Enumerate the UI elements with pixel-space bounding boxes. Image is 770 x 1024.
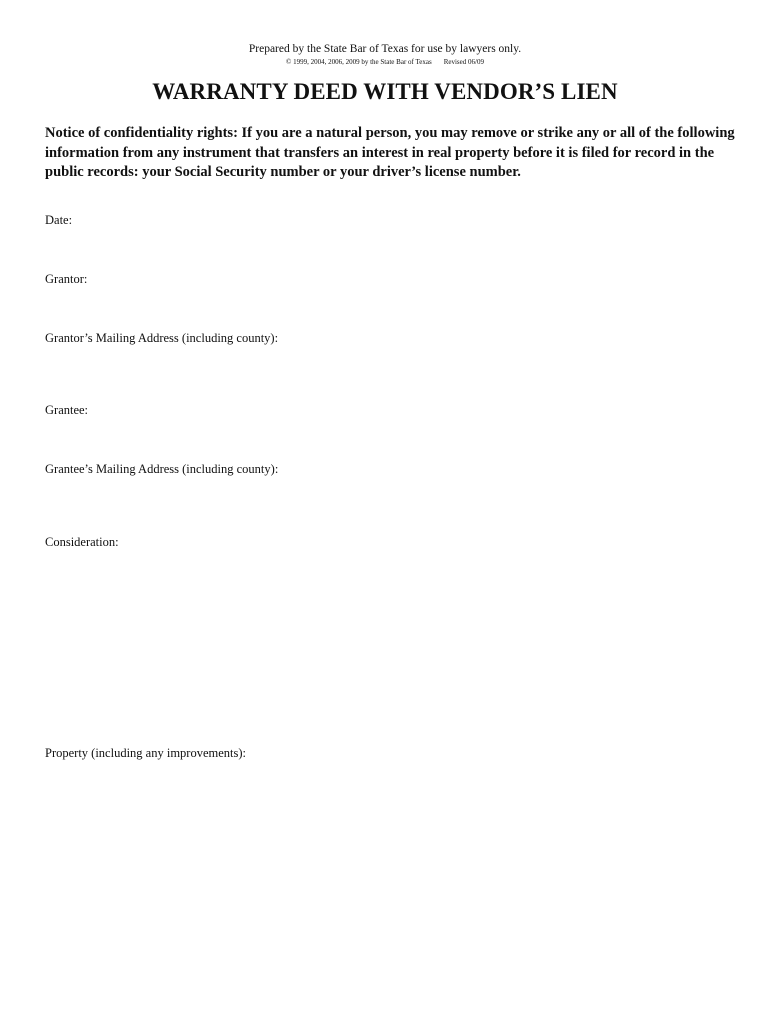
grantor-address-label: Grantor’s Mailing Address (including county):: [45, 331, 279, 345]
copyright-text: © 1999, 2004, 2006, 2009 by the State Bar of Texas: [286, 58, 432, 66]
date-label: Date:: [45, 213, 73, 227]
document-title: WARRANTY DEED WITH VENDOR’S LIEN: [152, 79, 618, 104]
copyright-line: [0, 58, 770, 66]
grantee-address-label: Grantee’s Mailing Address (including county):: [45, 462, 279, 476]
grantor-label: Grantor:: [45, 272, 88, 286]
property-label: Property (including any improvements):: [45, 746, 247, 760]
confidentiality-notice: Notice of confidentiality rights: If you are a natural person, you may remove or strike any or all of the following information from any instrument that transfers an interest in real property before it is filed for record in the public records: your Social Security number or your driver’s license number.: [45, 125, 735, 180]
revised-date: Revised 06/09: [443, 58, 484, 66]
consideration-label: Consideration:: [45, 535, 119, 549]
prepared-by-line: Prepared by the State Bar of Texas for use by lawyers only.: [248, 43, 522, 55]
grantee-label: Grantee:: [45, 403, 89, 417]
